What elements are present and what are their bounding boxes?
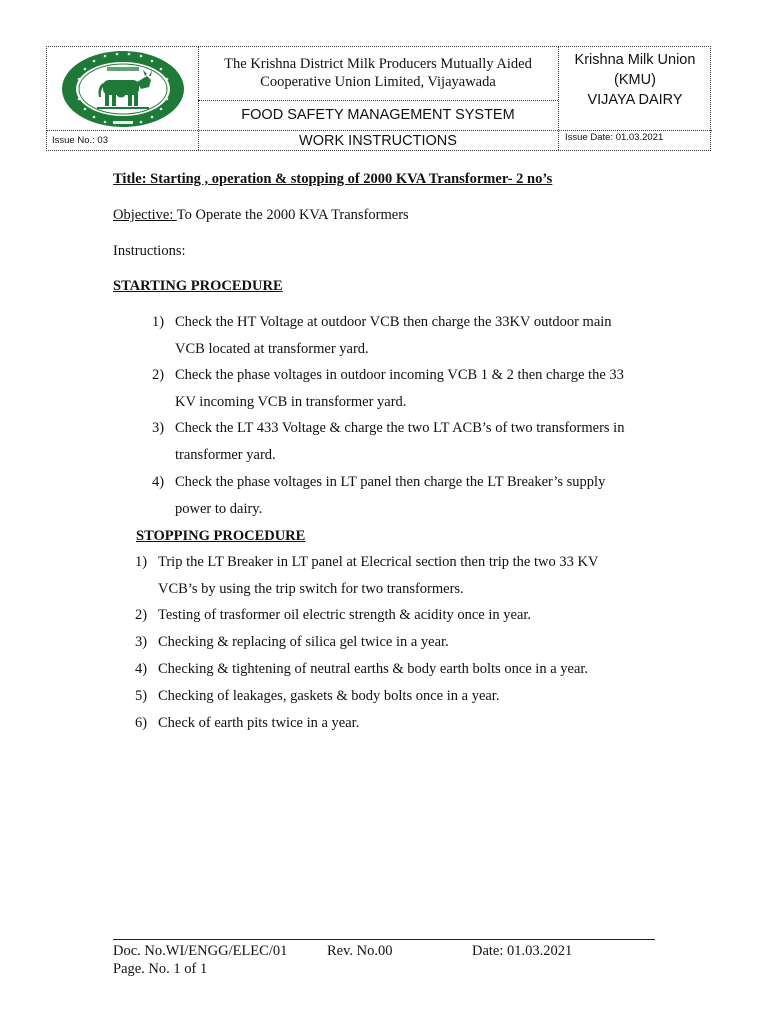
cow-emblem-seal-icon bbox=[59, 49, 187, 129]
list-number: 4) bbox=[152, 474, 165, 490]
list-line: power to dairy. bbox=[175, 501, 263, 517]
document-title: Title: Starting , operation & stopping of 2000 KVA Transformer- 2 no’s bbox=[113, 171, 553, 187]
issue-number: Issue No.: 03 bbox=[52, 135, 108, 146]
instructions-label: Instructions: bbox=[113, 243, 186, 259]
objective-text: To Operate the 2000 KVA Transformers bbox=[176, 207, 409, 223]
list-number: 2) bbox=[135, 607, 148, 623]
footer-date: Date: 01.03.2021 bbox=[472, 943, 573, 959]
union-line-1: Krishna Milk Union bbox=[574, 52, 696, 68]
list-number: 6) bbox=[135, 715, 148, 731]
document-header-table bbox=[46, 46, 711, 151]
footer-page-number: Page. No. 1 of 1 bbox=[113, 961, 208, 977]
list-number: 3) bbox=[135, 634, 148, 650]
list-line: KV incoming VCB in transformer yard. bbox=[175, 394, 407, 410]
list-number: 5) bbox=[135, 688, 148, 704]
organization-name bbox=[198, 47, 558, 100]
list-text bbox=[175, 362, 624, 416]
logo-cell bbox=[47, 47, 198, 130]
objective bbox=[113, 206, 409, 224]
starting-procedure-heading: STARTING PROCEDURE bbox=[113, 278, 283, 294]
list-number: 4) bbox=[135, 661, 148, 677]
list-line: Trip the LT Breaker in LT panel at Elecrical section then trip the two 33 KV bbox=[158, 554, 599, 570]
issue-date: Issue Date: 01.03.2021 bbox=[565, 132, 664, 143]
list-text: Checking & replacing of silica gel twice in a year. bbox=[158, 634, 449, 650]
list-number: 3) bbox=[152, 420, 165, 436]
list-text bbox=[158, 549, 598, 603]
list-text bbox=[175, 415, 624, 469]
footer-revision: Rev. No.00 bbox=[327, 943, 393, 959]
document-type: WORK INSTRUCTIONS bbox=[299, 133, 457, 149]
system-name: FOOD SAFETY MANAGEMENT SYSTEM bbox=[241, 107, 515, 123]
stopping-procedure-heading: STOPPING PROCEDURE bbox=[136, 528, 306, 544]
org-line-1: The Krishna District Milk Producers Mutually Aided bbox=[224, 56, 532, 72]
list-line: Check the HT Voltage at outdoor VCB then charge the 33KV outdoor main bbox=[175, 314, 612, 330]
footer-doc-number: Doc. No.WI/ENGG/ELEC/01 bbox=[113, 943, 288, 959]
list-number: 2) bbox=[152, 367, 165, 383]
list-number: 1) bbox=[152, 314, 165, 330]
list-text bbox=[175, 469, 605, 523]
union-line-2: (KMU) bbox=[614, 72, 656, 88]
list-text bbox=[175, 309, 612, 363]
list-line: Check the LT 433 Voltage & charge the two LT ACB’s of two transformers in bbox=[175, 420, 625, 436]
list-text: Testing of trasformer oil electric strength & acidity once in year. bbox=[158, 607, 532, 623]
list-text: Checking & tightening of neutral earths & body earth bolts once in a year. bbox=[158, 661, 589, 677]
objective-label: Objective: bbox=[113, 207, 177, 223]
list-text: Check of earth pits twice in a year. bbox=[158, 715, 360, 731]
list-line: transformer yard. bbox=[175, 447, 276, 463]
org-line-2: Cooperative Union Limited, Vijayawada bbox=[260, 74, 496, 90]
list-line: Check the phase voltages in LT panel then charge the LT Breaker’s supply bbox=[175, 474, 606, 490]
footer-divider bbox=[113, 939, 655, 940]
list-number: 1) bbox=[135, 554, 148, 570]
list-text: Checking of leakages, gaskets & body bolts once in a year. bbox=[158, 688, 500, 704]
union-line-3: VIJAYA DAIRY bbox=[587, 92, 683, 108]
list-line: VCB’s by using the trip switch for two transformers. bbox=[158, 581, 464, 597]
list-line: VCB located at transformer yard. bbox=[175, 341, 369, 357]
list-line: Check the phase voltages in outdoor incoming VCB 1 & 2 then charge the 33 bbox=[175, 367, 624, 383]
union-name bbox=[558, 47, 712, 130]
